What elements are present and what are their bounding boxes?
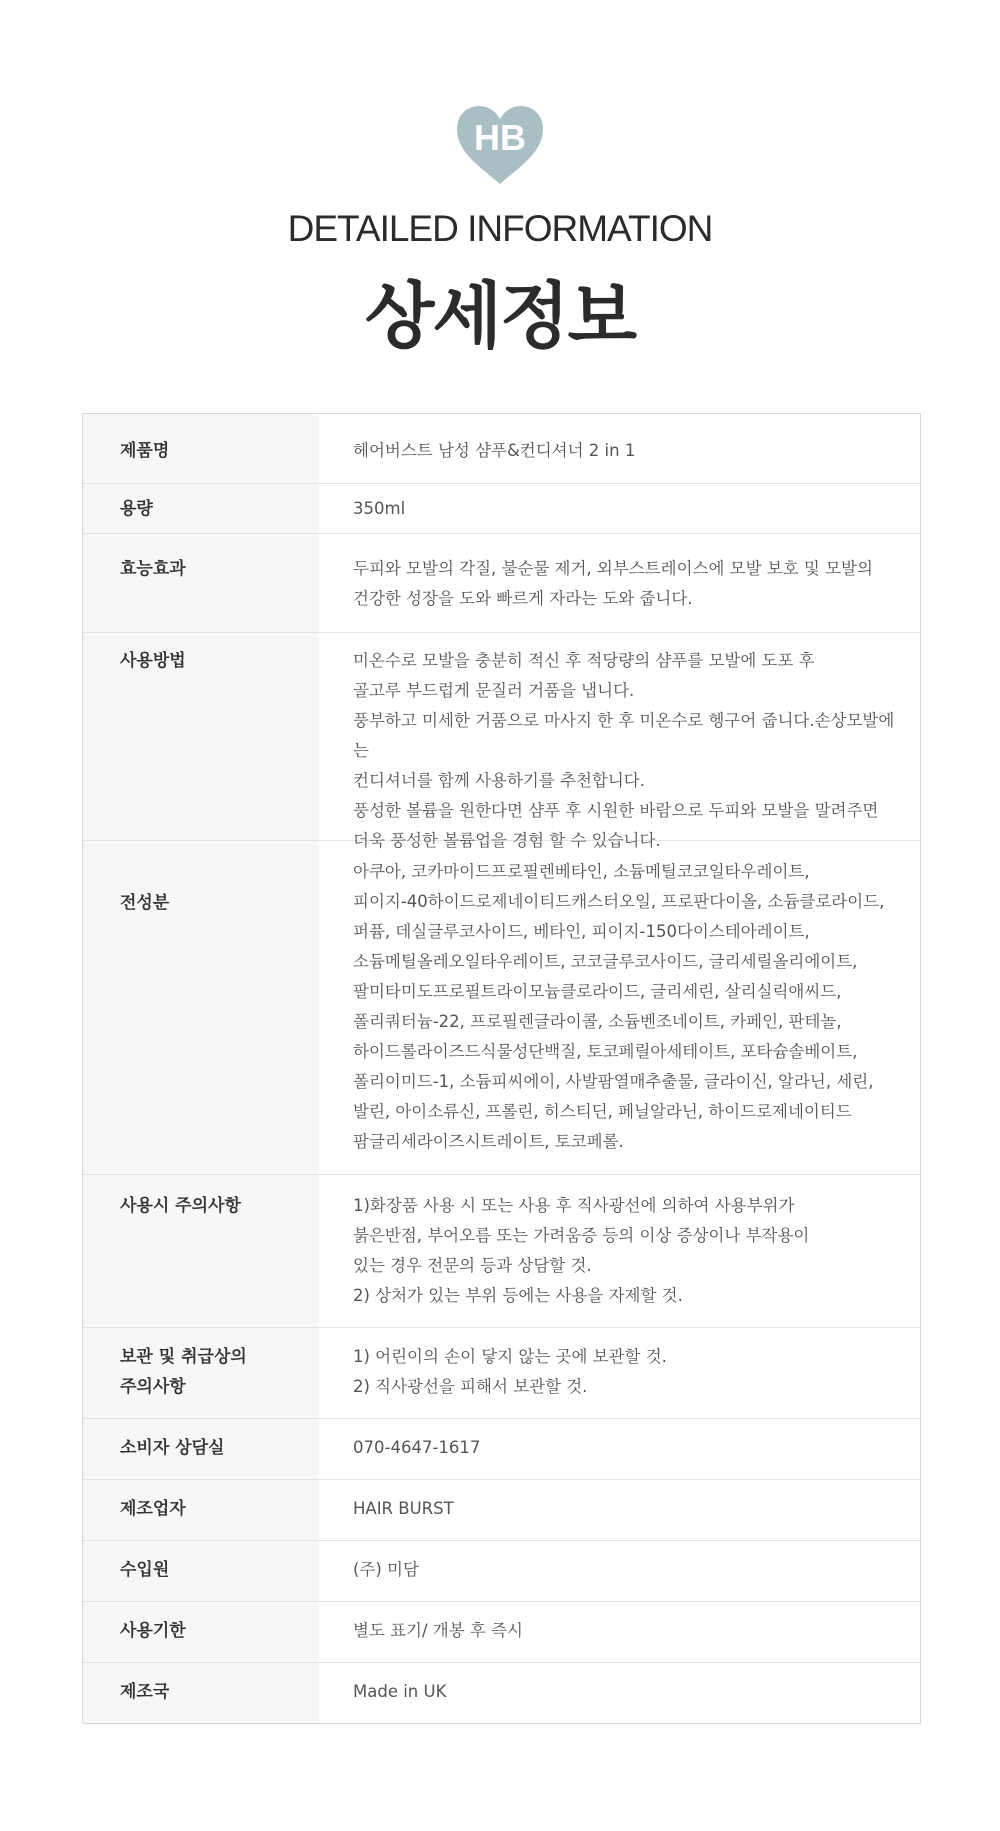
table-row [83,1175,920,1328]
row-value: 1) 어린이의 손이 닿지 않는 곳에 보관할 것. 2) 직사광선을 피해서 보관할 것. [353,1347,667,1396]
row-value: 아쿠아, 코카마이드프로필렌베타인, 소듐메틸코코일타우레이트, 피이지-40하이드로제네이티드캐스터오일, 프로판다이올, 소듐클로라이드, 퍼퓸, 데실글루코사이드, 베타인, 피이지-150다이스테아레이트, 소듐메틸올레오일타우레이트, 코코글루코사이드, 글리세릴올리에이트, 팔미타미도프로필트라이모늄클로라이드, 글리세린, 살리실릭애씨드, 폴리쿼터늄-22, 프로필렌글라이콜, 소듐벤조네이트, 카페인, 판테놀, 하이드롤라이즈드식물성단백질, 토코페릴아세테이트, 포타슘솔베이트, 폴리이미드-1, 소듐피씨에이, 사발팜열매추출물, 글라이신, 알라닌, 세린, 발린, 아이소류신, 프롤린, 히스티딘, 페닐알라닌, 하이드로제네이티드 팜글리세라이즈시트레이트, 토코페롤. [353,862,885,1151]
row-value: 350ml [353,499,406,518]
table-row [83,841,920,1175]
brand-logo [455,104,545,186]
row-label: 제조업자 [83,1480,319,1540]
table-row [83,534,920,633]
row-value: Made in UK [353,1682,447,1701]
table-row [83,1480,920,1541]
row-value: 두피와 모발의 각질, 불순물 제거, 외부스트레이스에 모발 보호 및 모발의 건강한 성장을 도와 빠르게 자라는 도와 줍니다. [353,559,873,608]
row-label: 사용기한 [83,1602,319,1662]
page-title-korean: 상세정보 [364,274,636,358]
row-label: 효능효과 [83,534,319,632]
table-row [83,1602,920,1663]
row-label: 소비자 상담실 [83,1419,319,1479]
table-row [83,1541,920,1602]
table-row [83,1419,920,1480]
table-row [83,633,920,850]
row-value: 1)화장품 사용 시 또는 사용 후 직사광선에 의하여 사용부위가 붉은반점, 부어오름 또는 가려움증 등의 이상 증상이나 부작용이 있는 경우 전문의 등과 상담할 것. 2) 상처가 있는 부위 등에는 사용을 자제할 것. [353,1196,810,1305]
row-value: 070-4647-1617 [353,1438,481,1457]
row-label: 용량 [83,484,319,533]
table-row [83,414,920,484]
row-label: 사용방법 [83,633,319,840]
row-label: 보관 및 취급상의 주의사항 [83,1328,319,1418]
table-row [83,1328,920,1419]
logo-text: HB [474,117,526,158]
heart-logo-icon [455,104,545,186]
table-row [83,1663,920,1723]
page-title-english: DETAILED INFORMATION [287,208,713,249]
row-label: 사용시 주의사항 [83,1175,319,1327]
row-value: 헤어버스트 남성 샴푸&컨디셔너 2 in 1 [353,441,636,460]
row-value: 미온수로 모발을 충분히 적신 후 적당량의 샴푸를 모발에 도포 후 골고루 부드럽게 문질러 거품을 냅니다. 풍부하고 미세한 거품으로 마사지 한 후 미온수로 헹구어 줍니다.손상모발에는 컨디셔너를 함께 사용하기를 추천합니다. 풍성한 볼륨을 원한다면 샴푸 후 시원한 바람으로 두피와 모발을 말려주면 더욱 풍성한 볼륨업을 경험 할 수 있습니다. [353,651,895,850]
row-value: 별도 표기/ 개봉 후 즉시 [353,1621,523,1640]
row-label: 전성분 [83,841,319,1174]
row-value: HAIR BURST [353,1499,454,1518]
row-value: (주) 미담 [353,1560,419,1579]
row-label: 제조국 [83,1663,319,1723]
table-row [83,484,920,534]
product-info-table [82,413,921,1724]
row-label: 제품명 [83,414,319,483]
row-label: 수입원 [83,1541,319,1601]
